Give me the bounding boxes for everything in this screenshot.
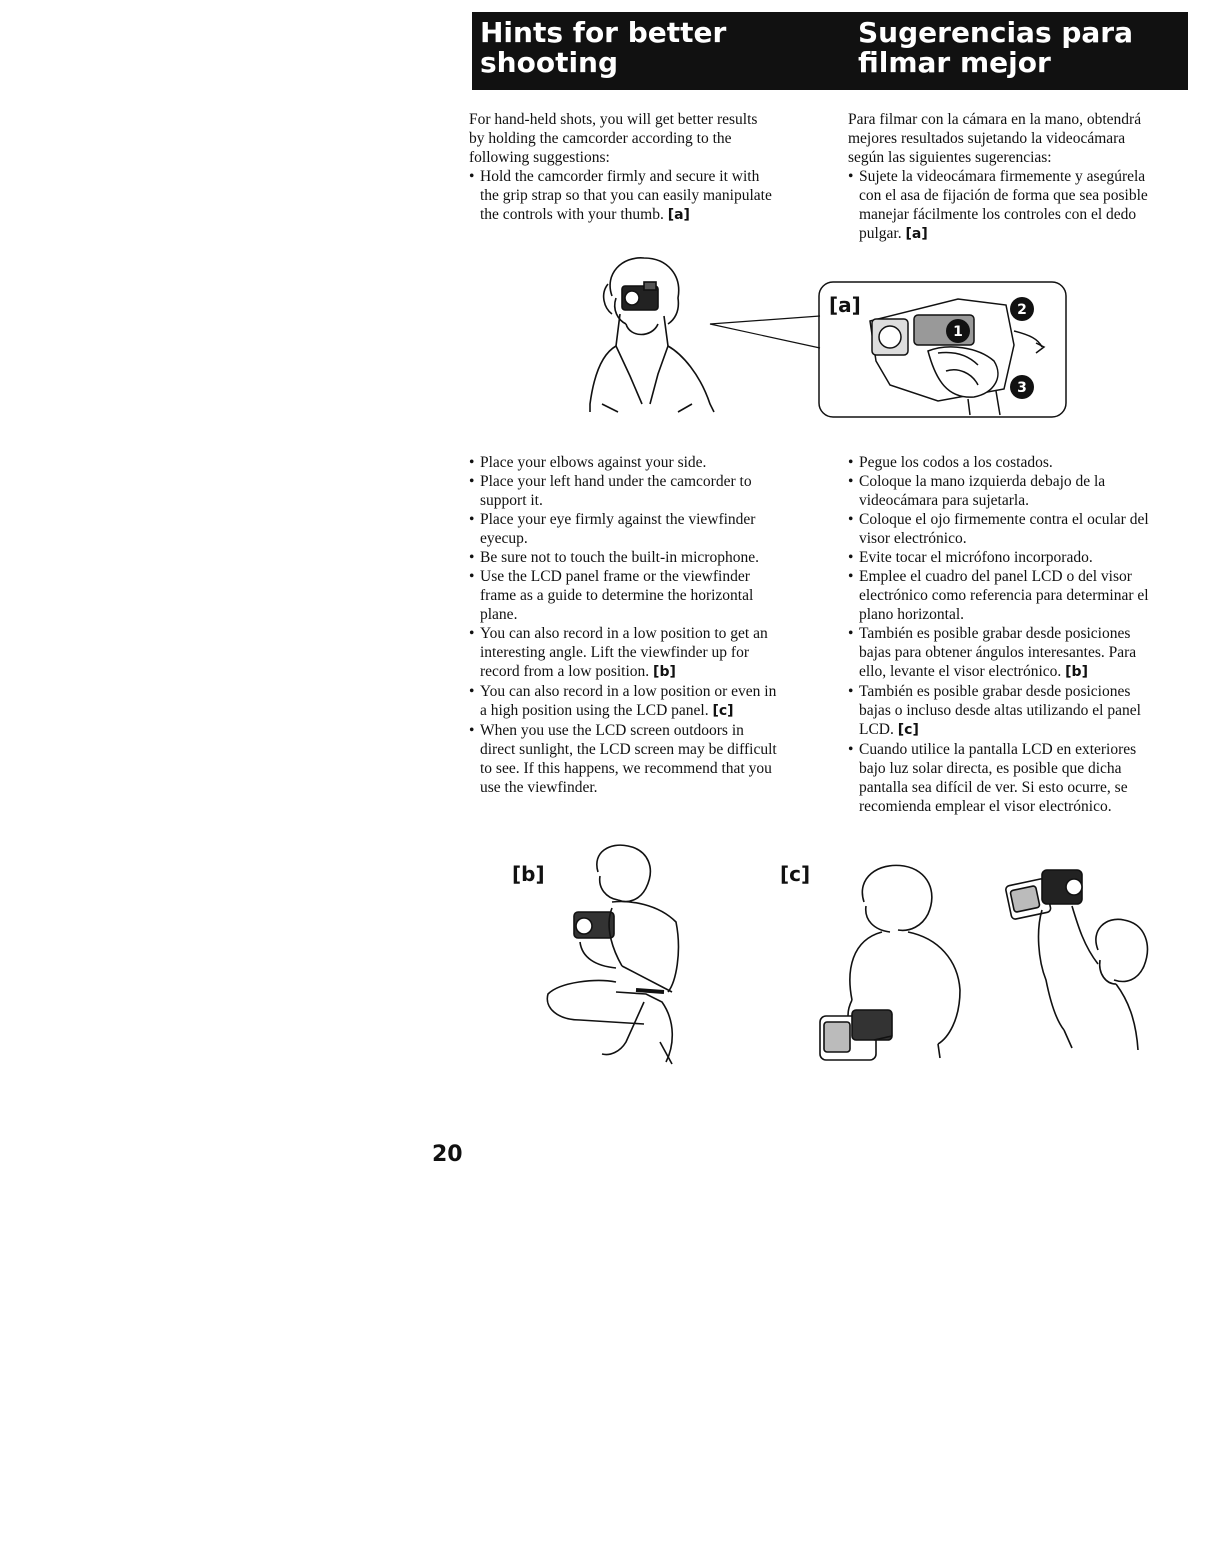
bullet-text: Coloque el ojo firmemente contra el ocular del visor electrónico. (859, 511, 1149, 547)
list-item (848, 567, 1193, 624)
list-item (848, 740, 1193, 816)
low-position-lcd-illustration (812, 860, 972, 1070)
list-item (469, 548, 829, 567)
list-item (469, 567, 829, 624)
bullet-text: You can also record in a low position to get an interesting angle. Lift the viewfinder up for record from a low position. (480, 625, 768, 680)
callout-number: 1 (953, 324, 963, 340)
list-item (469, 624, 829, 682)
list-item (848, 682, 1193, 740)
list-item (848, 453, 1193, 472)
bullet-text: Cuando utilice la pantalla LCD en exteriores bajo luz solar directa, es posible que dicha pantalla sea difícil de ver. Si esto ocurre, se recomienda emplear el visor electrónico. (859, 741, 1137, 815)
list-item (848, 167, 1198, 244)
figure-reference: [c] (712, 703, 734, 719)
callout-1-icon (945, 318, 971, 344)
callout-2-icon (1009, 296, 1035, 322)
list-item (469, 453, 829, 472)
high-position-lcd-illustration (1002, 860, 1162, 1060)
bullet-text: Use the LCD panel frame or the viewfinder frame as a guide to determine the horizontal plane. (480, 568, 754, 623)
bullet-text: Hold the camcorder firmly and secure it with the grip strap so that you can easily manipulate the controls with your thumb. (480, 168, 772, 223)
list-item (848, 624, 1193, 682)
bullet-text: When you use the LCD screen outdoors in direct sunlight, the LCD screen may be difficult to see. If this happens, we recommend that you use the viewfinder. (480, 722, 777, 796)
figure-reference: [a] (667, 207, 690, 223)
callout-number: 3 (1017, 380, 1027, 396)
figure-reference: [c] (897, 722, 919, 738)
list-item (469, 167, 829, 225)
list-item (848, 472, 1193, 510)
spanish-title: Sugerencias para filmar mejor (858, 16, 1134, 79)
bullet-text: Emplee el cuadro del panel LCD o del visor electrónico como referencia para determinar el plano horizontal. (859, 568, 1149, 623)
figure-label-a: [a] (829, 293, 861, 317)
bullet-text: Place your elbows against your side. (480, 454, 707, 471)
figure-label-b: [b] (512, 862, 545, 886)
list-item (469, 721, 829, 797)
english-intro: For hand-held shots, you will get better results by holding the camcorder according to the following suggestions: (469, 111, 758, 166)
english-title: Hints for better shooting (480, 16, 727, 79)
bullet-text: Coloque la mano izquierda debajo de la videocámara para sujetarla. (859, 473, 1106, 509)
bullet-text: También es posible grabar desde posiciones bajas o incluso desde altas utilizando el panel LCD. (859, 683, 1141, 738)
list-item (848, 548, 1193, 567)
list-item (469, 472, 829, 510)
bullet-text: Be sure not to touch the built-in microphone. (480, 549, 759, 566)
bullet-text: You can also record in a low position or even in a high position using the LCD panel. (480, 683, 777, 719)
bullet-text: Sujete la videocámara firmemente y asegúrela con el asa de fijación de forma que sea posible manejar fácilmente los controles con el dedo pulgar. (859, 168, 1148, 242)
callout-number: 2 (1017, 302, 1027, 318)
english-bullet-list (469, 453, 829, 797)
figure-label-c: [c] (780, 862, 811, 886)
pointer-lines (700, 300, 824, 360)
spanish-intro: Para filmar con la cámara en la mano, obtendrá mejores resultados sujetando la videocámara según las siguientes sugerencias: (848, 111, 1142, 166)
english-first-bullet (469, 167, 829, 225)
spanish-bullet-list (848, 453, 1193, 816)
low-position-kneeling-illustration (540, 842, 690, 1067)
bullet-text: Pegue los codos a los costados. (859, 454, 1053, 471)
spanish-first-bullet (848, 167, 1198, 244)
bullet-text: También es posible grabar desde posiciones bajas para obtener ángulos interesantes. Para ello, levante el visor electrónico. (859, 625, 1137, 680)
figure-reference: [b] (653, 664, 676, 680)
list-item (848, 510, 1193, 548)
figure-reference: [a] (905, 226, 928, 242)
figure-reference: [b] (1065, 664, 1088, 680)
list-item (469, 510, 829, 548)
page-number: 20 (432, 1142, 463, 1167)
bullet-text: Place your left hand under the camcorder to support it. (480, 473, 752, 509)
bullet-text: Place your eye firmly against the viewfinder eyecup. (480, 511, 756, 547)
list-item (469, 682, 829, 721)
callout-3-icon (1009, 374, 1035, 400)
bullet-text: Evite tocar el micrófono incorporado. (859, 549, 1093, 566)
